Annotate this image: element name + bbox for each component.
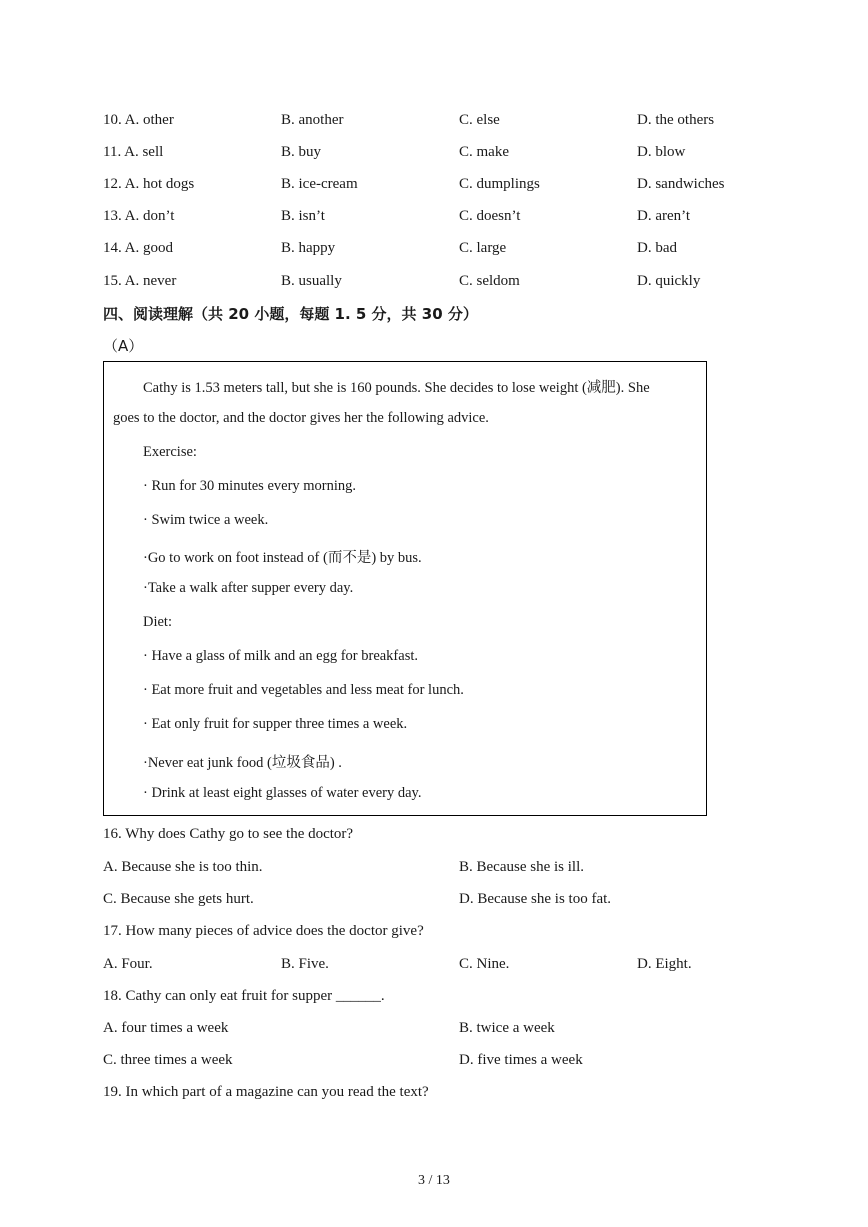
q17-option-b: B. Five. xyxy=(281,956,329,972)
option-a: 11. A. sell xyxy=(103,144,164,160)
q16-option-d: D. Because she is too fat. xyxy=(459,891,612,907)
q18-option-d: D. five times a week xyxy=(459,1052,583,1068)
option-a: 13. A. don’t xyxy=(103,208,175,224)
passage-box xyxy=(103,361,707,816)
option-b: B. buy xyxy=(281,144,322,160)
option-d: D. bad xyxy=(637,240,677,256)
option-d: D. blow xyxy=(637,144,686,160)
option-b: B. happy xyxy=(281,240,336,256)
diet-item: · Drink at least eight glasses of water every day. xyxy=(143,785,422,801)
q17-option-d: D. Eight. xyxy=(637,956,692,972)
q17-option-c: C. Nine. xyxy=(459,956,510,972)
exercise-item: · Run for 30 minutes every morning. xyxy=(143,478,357,494)
option-c: C. dumplings xyxy=(459,176,540,192)
diet-item: · Have a glass of milk and an egg for breakfast. xyxy=(143,648,418,664)
option-a: 15. A. never xyxy=(103,273,177,289)
option-a: 14. A. good xyxy=(103,240,174,256)
diet-item: ·Never eat junk food (垃圾食品) . xyxy=(143,755,342,771)
q18-option-a: A. four times a week xyxy=(103,1020,229,1036)
option-c: C. make xyxy=(459,144,509,160)
option-d: D. aren’t xyxy=(637,208,691,224)
q16-option-b: B. Because she is ill. xyxy=(459,859,584,875)
exercise-item: ·Go to work on foot instead of (而不是) by bus. xyxy=(143,550,422,566)
option-a: 10. A. other xyxy=(103,112,174,128)
option-b: B. another xyxy=(281,112,344,128)
q16-option-a: A. Because she is too thin. xyxy=(103,859,263,875)
option-d: D. the others xyxy=(637,112,715,128)
option-b: B. usually xyxy=(281,273,342,289)
option-c: C. seldom xyxy=(459,273,520,289)
exercise-item: ·Take a walk after supper every day. xyxy=(143,580,354,596)
question-17: 17. How many pieces of advice does the doctor give? xyxy=(103,923,424,939)
q18-option-c: C. three times a week xyxy=(103,1052,233,1068)
question-16: 16. Why does Cathy go to see the doctor? xyxy=(103,826,354,842)
option-b: B. isn’t xyxy=(281,208,325,224)
passage-intro-line: goes to the doctor, and the doctor gives her the following advice. xyxy=(113,410,489,426)
section-title: 四、阅读理解（共 20 小题，每题 1. 5 分，共 30 分） xyxy=(103,305,478,323)
q17-option-a: A. Four. xyxy=(103,956,153,972)
diet-item: · Eat only fruit for supper three times a week. xyxy=(143,716,408,732)
passage-label: （A） xyxy=(103,337,144,355)
option-c: C. large xyxy=(459,240,507,256)
option-a: 12. A. hot dogs xyxy=(103,176,195,192)
exercise-item: · Swim twice a week. xyxy=(143,512,269,528)
page-number: 3 / 13 xyxy=(418,1173,450,1188)
option-b: B. ice-cream xyxy=(281,176,358,192)
question-19: 19. In which part of a magazine can you read the text? xyxy=(103,1084,429,1100)
option-c: C. doesn’t xyxy=(459,208,521,224)
exercise-heading: Exercise: xyxy=(143,444,197,460)
q16-option-c: C. Because she gets hurt. xyxy=(103,891,254,907)
option-c: C. else xyxy=(459,112,500,128)
q18-option-b: B. twice a week xyxy=(459,1020,555,1036)
option-d: D. quickly xyxy=(637,273,701,289)
passage-intro-line: Cathy is 1.53 meters tall, but she is 160 pounds. She decides to lose weight (减肥). She xyxy=(143,380,650,396)
diet-item: · Eat more fruit and vegetables and less meat for lunch. xyxy=(143,682,464,698)
option-d: D. sandwiches xyxy=(637,176,725,192)
question-18: 18. Cathy can only eat fruit for supper ______. xyxy=(103,988,385,1004)
diet-heading: Diet: xyxy=(143,614,172,630)
